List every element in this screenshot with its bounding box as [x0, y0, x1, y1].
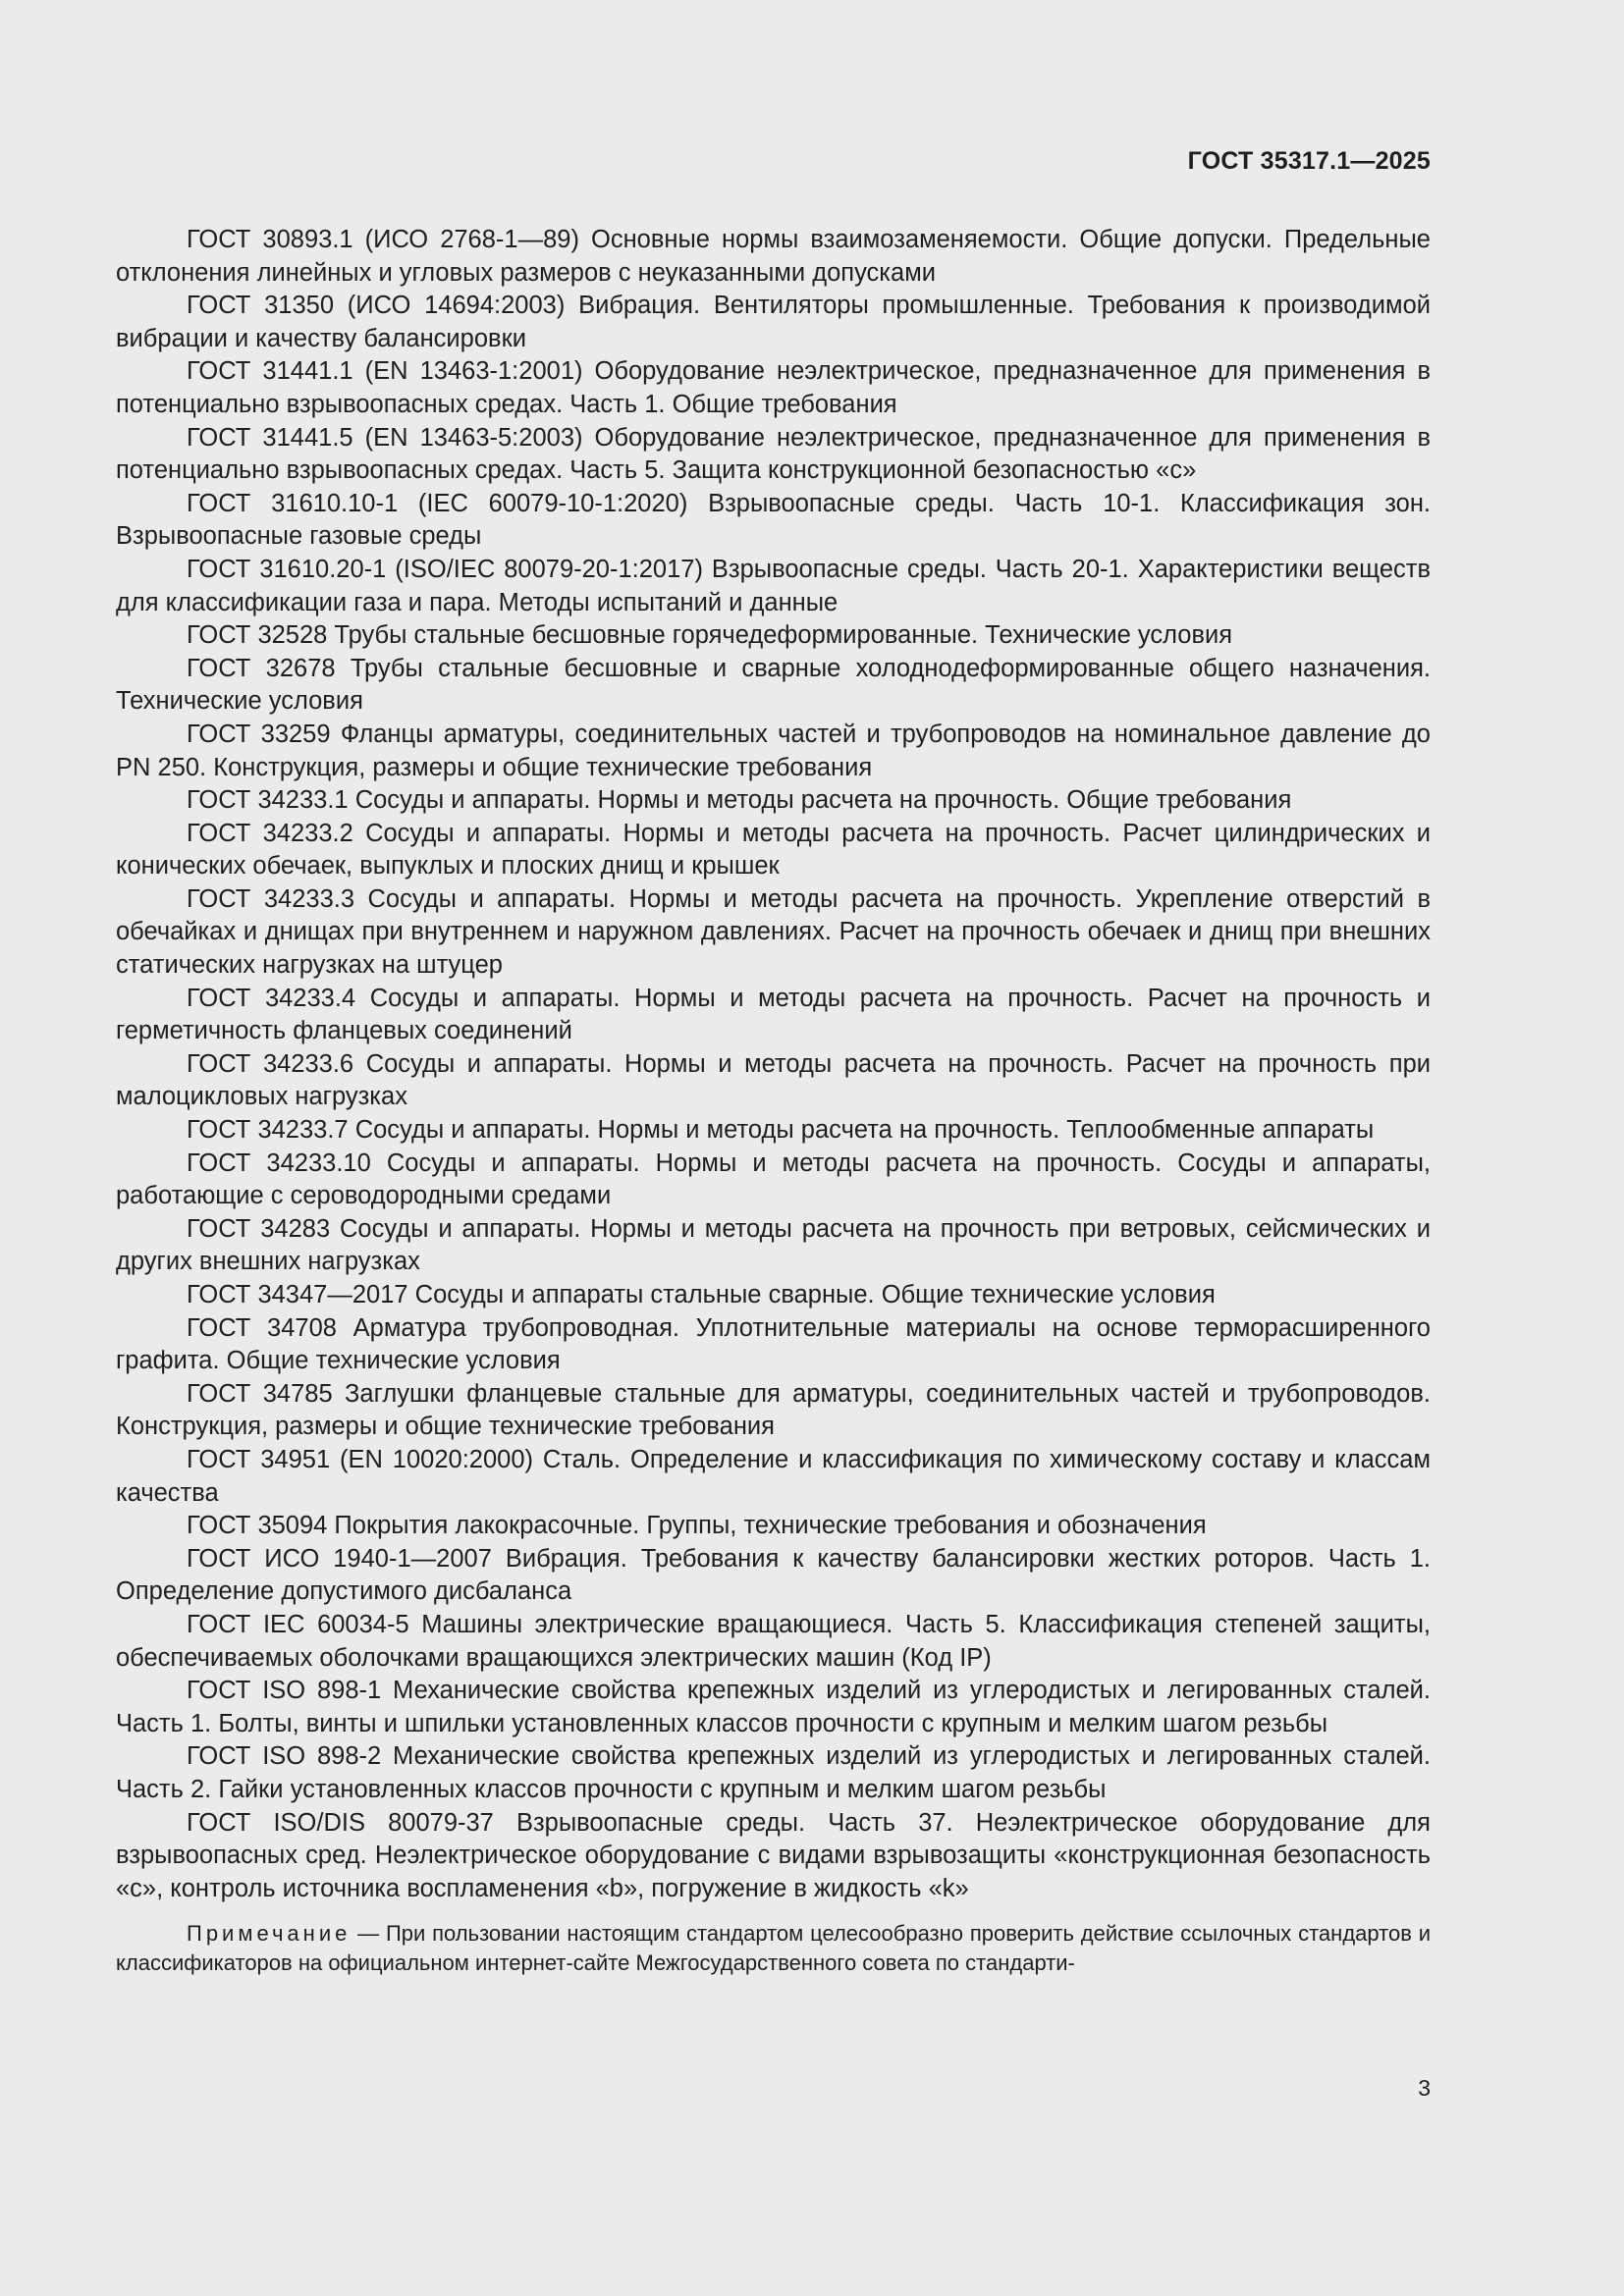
page-number: 3	[1418, 2075, 1431, 2101]
reference-entry: ГОСТ 34233.4 Сосуды и аппараты. Нормы и методы расчета на прочность. Расчет на прочность и герметичность фланцевых соединений	[116, 984, 1431, 1045]
reference-entry: ГОСТ 34347—2017 Сосуды и аппараты стальные сварные. Общие технические условия	[187, 1281, 1216, 1308]
normative-references-list	[116, 224, 1431, 2000]
reference-entry: ГОСТ ИСО 1940-1—2007 Вибрация. Требования к качеству балансировки жестких роторов. Часть 1. Определение допустимого дисбаланса	[116, 1544, 1431, 1606]
reference-entry: ГОСТ 33259 Фланцы арматуры, соединительных частей и трубопроводов на номинальное давление до PN 250. Конструкция, размеры и общие технические требования	[116, 720, 1431, 781]
reference-entry: ГОСТ 31350 (ИСО 14694:2003) Вибрация. Вентиляторы промышленные. Требования к производимой вибрации и качеству балансировки	[116, 292, 1431, 352]
reference-entry: ГОСТ 31441.5 (EN 13463-5:2003) Оборудование неэлектрическое, предназначенное для применения в потенциально взрывоопасных средах. Часть 5. Защита конструкционной безопасностью «с»	[116, 423, 1431, 485]
reference-entry: ГОСТ 30893.1 (ИСО 2768-1—89) Основные нормы взаимозаменяемости. Общие допуски. Предельные отклонения линейных и угловых размеров с неуказанными допусками	[116, 226, 1431, 287]
reference-entry: ГОСТ 32678 Трубы стальные бесшовные и сварные холоднодеформированные общего назначения. Технические условия	[116, 654, 1431, 716]
reference-entry: ГОСТ ISO/DIS 80079-37 Взрывоопасные среды. Часть 37. Неэлектрическое оборудование для взрывоопасных сред. Неэлектрическое оборудование с видами взрывозащиты «конструкционная безопасность «с», контроль источника воспламенения «b», погружение в жидкость «k»	[116, 1808, 1431, 1902]
reference-entry: ГОСТ ISO 898-1 Механические свойства крепежных изделий из углеродистых и легированных сталей. Часть 1. Болты, винты и шпильки установленных классов прочности с крупным и мелким шагом резьбы	[116, 1677, 1431, 1737]
reference-entry: ГОСТ 35094 Покрытия лакокрасочные. Группы, технические требования и обозначения	[187, 1512, 1207, 1540]
reference-entry: ГОСТ 31610.10-1 (IEC 60079-10-1:2020) Взрывоопасные среды. Часть 10-1. Классификация зон. Взрывоопасные газовые среды	[116, 489, 1431, 551]
reference-entry: ГОСТ 34233.6 Сосуды и аппараты. Нормы и методы расчета на прочность. Расчет на прочность при малоцикловых нагрузках	[116, 1049, 1431, 1111]
note-dash: —	[351, 1921, 386, 1947]
reference-entry: ГОСТ 34233.1 Сосуды и аппараты. Нормы и методы расчета на прочность. Общие требования	[187, 786, 1292, 815]
reference-entry: ГОСТ 34233.2 Сосуды и аппараты. Нормы и методы расчета на прочность. Расчет цилиндрических и конических обечаек, выпуклых и плоских днищ и крышек	[116, 819, 1431, 881]
document-header: ГОСТ 35317.1—2025	[1187, 147, 1431, 175]
reference-entry: ГОСТ 34233.7 Сосуды и аппараты. Нормы и методы расчета на прочность. Теплообменные аппараты	[187, 1116, 1375, 1145]
reference-entry: ГОСТ 31441.1 (EN 13463-1:2001) Оборудование неэлектрическое, предназначенное для применения в потенциально взрывоопасных средах. Часть 1. Общие требования	[116, 357, 1431, 418]
note-text: При пользовании настоящим стандартом целесообразно проверить действие ссылочных стандартов и классификаторов на официальном интернет-сайте Межгосударственного совета по стандарти-	[116, 1921, 1431, 1976]
reference-entry: ГОСТ IEC 60034-5 Машины электрические вращающиеся. Часть 5. Классификация степеней защиты, обеспечиваемых оболочками вращающихся электрических машин (Код IP)	[116, 1610, 1431, 1672]
reference-entry: ГОСТ 34708 Арматура трубопроводная. Уплотнительные материалы на основе терморасширенного графита. Общие технические условия	[116, 1313, 1431, 1375]
reference-entry: ГОСТ 34785 Заглушки фланцевые стальные для арматуры, соединительных частей и трубопроводов. Конструкция, размеры и общие технические требования	[116, 1379, 1431, 1441]
note-paragraph	[116, 1919, 1431, 1978]
reference-entry: ГОСТ 32528 Трубы стальные бесшовные горячедеформированные. Технические условия	[187, 621, 1233, 650]
reference-entry: ГОСТ 34283 Сосуды и аппараты. Нормы и методы расчета на прочность при ветровых, сейсмических и других внешних нагрузках	[116, 1214, 1431, 1276]
reference-entry: ГОСТ ISO 898-2 Механические свойства крепежных изделий из углеродистых и легированных сталей. Часть 2. Гайки установленных классов прочности с крупным и мелким шагом резьбы	[116, 1742, 1431, 1803]
note-label: Примечание	[187, 1921, 352, 1947]
reference-entry: ГОСТ 34951 (EN 10020:2000) Сталь. Определение и классификация по химическому составу и классам качества	[116, 1445, 1431, 1507]
reference-entry: ГОСТ 31610.20-1 (ISO/IEC 80079-20-1:2017) Взрывоопасные среды. Часть 20-1. Характеристики веществ для классификации газа и пара. Методы испытаний и данные	[116, 555, 1431, 616]
reference-entry: ГОСТ 34233.3 Сосуды и аппараты. Нормы и методы расчета на прочность. Укрепление отверстий в обечайках и днищах при внутреннем и наружном давлениях. Расчет на прочность обечаек и днищ при внешних статических нагрузках на штуцер	[116, 884, 1431, 980]
reference-entry: ГОСТ 34233.10 Сосуды и аппараты. Нормы и методы расчета на прочность. Сосуды и аппараты, работающие с сероводородными средами	[116, 1148, 1431, 1210]
